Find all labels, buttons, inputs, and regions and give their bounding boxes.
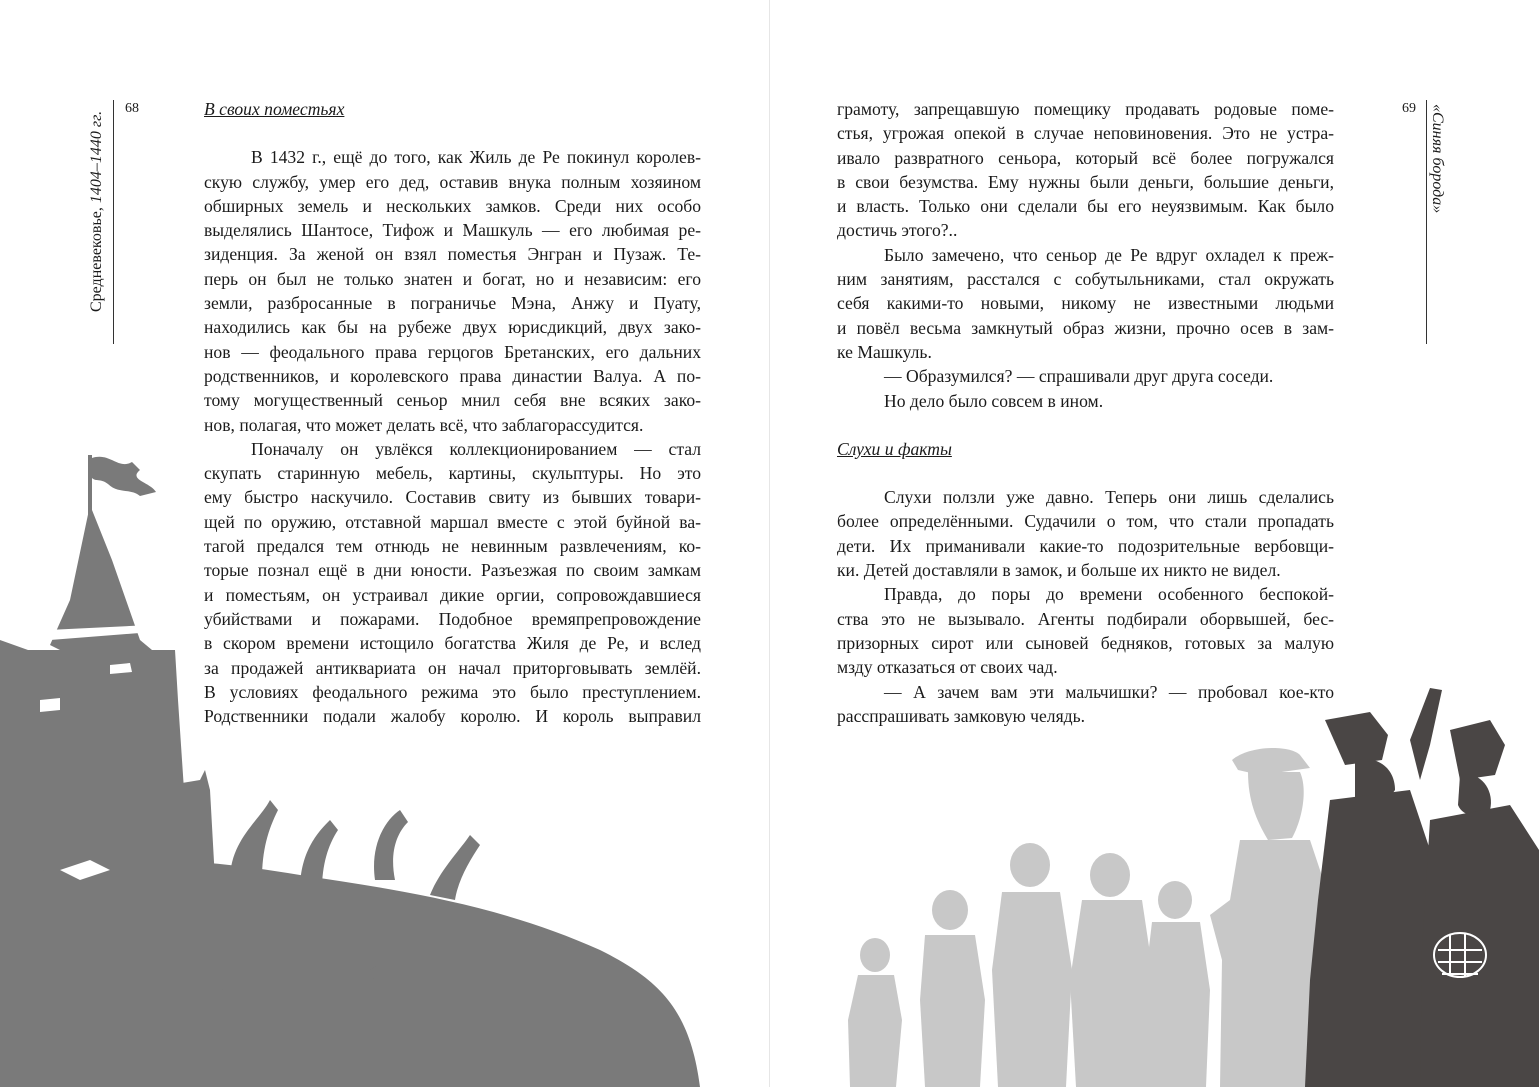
running-head-rule	[1426, 100, 1427, 344]
text-line: торые познал ещё в дни юности. Разъезжая по своим замкам	[204, 560, 701, 581]
text-line: скупать старинную мебель, картины, скульптуры. Но это	[204, 463, 701, 484]
text-line: находились как бы на рубеже двух юрисдикций, двух зако-	[204, 317, 701, 338]
text-line: родственников, и королевского права династии Валуа. А по-	[204, 365, 701, 386]
running-head	[1428, 104, 1446, 213]
text-line: и власть. Только они сделали бы его неуязвимым. Как было	[837, 196, 1334, 217]
page-number: 68	[125, 101, 139, 116]
text-line: Слухи ползли уже давно. Теперь они лишь сделались	[884, 487, 1334, 508]
right-text-column	[837, 97, 1334, 728]
text-line: более определёнными. Судачили о том, что стали пропадать	[837, 511, 1334, 532]
text-line: Правда, до поры до времени особенного беспокой-	[884, 584, 1334, 605]
running-head-rule	[113, 100, 114, 344]
running-head-text: «Синяя борода»	[1429, 104, 1446, 214]
text-line: дети. Их приманивали какие-то подозрительные вербовщи-	[837, 535, 1334, 556]
text-line: тому могущественный сеньор мнил себя вне всяких зако-	[204, 390, 701, 411]
text-line: стья, угрожая опекой в случае неповиновения. Это не устра-	[837, 123, 1334, 144]
text-line: нов — феодального права герцогов Бретанских, его дальних	[204, 341, 701, 362]
text-line: В 1432 г., ещё до того, как Жиль де Ре покинул королев-	[251, 147, 701, 168]
text-line: скую службу, умер его дед, оставив внука полным хозяином	[204, 171, 701, 192]
text-line: ки. Детей доставляли в замок, и больше их никто не видел.	[837, 560, 1281, 581]
text-line: зиденция. За женой он взял поместья Энгран и Пузаж. Те-	[204, 244, 701, 265]
text-line: Родственники подали жалобу королю. И король выправил	[204, 706, 701, 727]
text-line: — Образумился? — спрашивали друг друга соседи.	[884, 366, 1274, 387]
text-line: обширных земель и нескольких замков. Среди них особо	[204, 195, 701, 216]
text-line: нов, полагая, что может делать всё, что заблагорассудится.	[204, 414, 644, 435]
text-line: земли, разбросанные в пограничье Мэна, Анжу и Пуату,	[204, 293, 701, 314]
text-line: ивало развратного сеньора, который всё более погружался	[837, 147, 1334, 168]
text-line: в свои безумства. Ему нужны были деньги, большие деньги,	[837, 171, 1334, 192]
running-head	[88, 111, 106, 312]
text-line: ства это не вызывало. Агенты подбирали оборвышей, бес-	[837, 608, 1334, 629]
text-line: перь он был не только знатен и богат, но и независим: его	[204, 268, 701, 289]
running-head-text: Средневековье,	[88, 203, 105, 312]
text-line: В условиях феодального режима это было преступлением.	[204, 681, 701, 702]
text-line: тагой предался тем отнюдь не невинным развлечениям, ко-	[204, 536, 701, 557]
text-line: ке Машкуль.	[837, 341, 932, 362]
text-line: за продажей антиквариата он начал приторговывать землёй.	[204, 657, 701, 678]
text-line: убийствами и пожарами. Подобное времяпрепровождение	[204, 608, 701, 629]
text-line: и поместьям, он устраивал дикие оргии, сопровождавшиеся	[204, 584, 701, 605]
text-line: ему быстро наскучило. Составив свиту из бывших товари-	[204, 487, 701, 508]
page-number: 69	[1402, 101, 1416, 116]
text-line: щей по оружию, отставной маршал вместе с этой буйной ва-	[204, 511, 701, 532]
text-line: грамоту, запрещавшую помещику продавать родовые поме-	[837, 99, 1334, 119]
text-line: Было замечено, что сеньор де Ре вдруг охладел к преж-	[884, 244, 1334, 265]
section-heading: Слухи и факты	[837, 438, 952, 459]
text-line: — А зачем вам эти мальчишки? — пробовал кое-кто	[884, 681, 1334, 702]
text-line: выделялись Шантосе, Тифож и Машкуль — его любимая ре-	[204, 220, 701, 241]
text-line: себя какими-то новыми, никому не известными людьми	[837, 293, 1334, 314]
text-line: мзду отказаться от своих чад.	[837, 657, 1058, 678]
text-line: и повёл весьма замкнутый образ жизни, прочно осев в зам-	[837, 317, 1334, 338]
left-page	[0, 0, 769, 1087]
text-line: достичь этого?..	[837, 220, 958, 241]
text-line: ним занятиям, расстался с собутыльниками, стал окружать	[837, 269, 1334, 290]
left-text-column	[204, 97, 701, 728]
text-line: Поначалу он увлёкся коллекционированием — стал	[251, 438, 701, 459]
text-line: Но дело было совсем в ином.	[884, 390, 1104, 411]
text-line: в скором времени истощило богатства Жиля де Ре, и вслед	[204, 633, 701, 654]
right-page	[770, 0, 1539, 1087]
text-line: расспрашивать замковую челядь.	[837, 705, 1086, 726]
text-line: призорных сирот или сыновей бедняков, готовых за малую	[837, 632, 1334, 653]
section-heading: В своих поместьях	[204, 99, 345, 119]
running-head-dates: 1404–1440 гг.	[88, 110, 105, 204]
